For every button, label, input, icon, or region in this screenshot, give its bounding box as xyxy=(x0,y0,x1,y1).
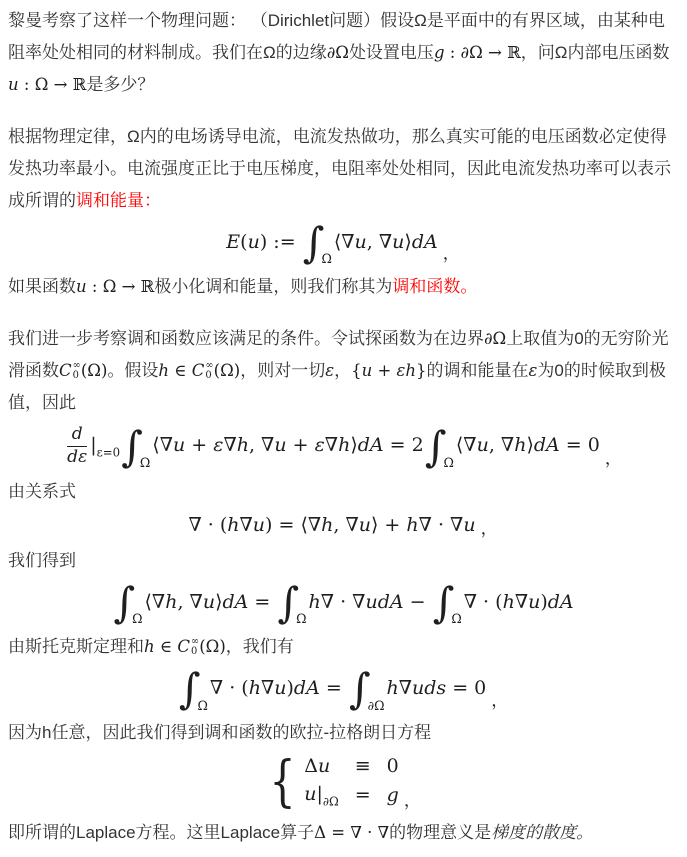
text-run: 由关系式 xyxy=(8,481,76,501)
formula-harmonic-energy: E(u) := ∫ Ω ⟨∇u, ∇u⟩dA xyxy=(226,218,438,267)
text-run: 如果函数 xyxy=(8,276,76,296)
text-run: 极小化调和能量，则我们称其为 xyxy=(154,276,393,296)
text-run: 的物理意义是 xyxy=(389,822,492,842)
inline-math-boundary-symbol: ∂Ω xyxy=(484,328,507,348)
left-brace: { xyxy=(269,749,296,814)
inline-math-h-in-space: h ∈ C ∞ 0 (Ω) xyxy=(158,359,241,382)
inline-math-smooth-function-space: C ∞ 0 (Ω) xyxy=(59,359,108,382)
text-run: 处设置电压 xyxy=(348,43,434,62)
formula-trailing-comma: ， xyxy=(403,790,421,811)
inline-math-epsilon: ε xyxy=(325,360,335,380)
inline-math-interior-voltage-map: u : Ω → ℝ xyxy=(76,276,155,296)
text-run: 我们得到 xyxy=(8,551,76,571)
formula-integration-by-parts: ∫ Ω ⟨∇h, ∇u⟩dA = ∫ Ω h∇ · ∇udA − ∫ Ω ∇ · (h∇u)dA xyxy=(113,578,574,628)
display-formula-integration-by-parts-row xyxy=(8,578,678,628)
inline-math-epsilon: ε xyxy=(528,360,538,380)
inline-math-laplace-operator: Δ = ∇ · ∇ xyxy=(314,822,390,842)
text-run: ，我们有 xyxy=(225,636,294,656)
cases-row1-relation: ≡ xyxy=(354,755,371,778)
text-run: ， xyxy=(334,360,352,380)
formula-stokes: ∫ Ω ∇ · (h∇u)dA = ∫ ∂Ω h∇uds = 0 xyxy=(178,664,487,714)
inline-math-h-in-space: h ∈ C ∞ 0 (Ω) xyxy=(144,636,226,658)
display-formula-stokes-row xyxy=(8,664,678,714)
text-run: ，问Ω内部电压函数 xyxy=(520,43,670,62)
formula-trailing-comma: ， xyxy=(442,244,460,265)
cases-row2-rhs: g xyxy=(386,784,399,807)
formula-trailing-comma: ， xyxy=(480,519,498,540)
text-run: 。假设 xyxy=(107,360,159,380)
text-run: 是多少？ xyxy=(86,75,155,94)
display-formula-euler-lagrange-row xyxy=(8,749,678,814)
display-formula-product-rule-row xyxy=(8,514,678,538)
text-run: 的调和能量在 xyxy=(426,360,529,380)
formula-product-rule: ∇ · (h∇u) = ⟨∇h, ∇u⟩ + h∇ · ∇u xyxy=(188,513,476,536)
highlight-harmonic-function: 调和函数。 xyxy=(392,276,478,296)
text-run: ，则对一切 xyxy=(240,360,326,380)
cases-row2-relation: = xyxy=(354,784,371,807)
paragraph-problem-statement xyxy=(8,5,678,101)
display-formula-harmonic-energy-row xyxy=(8,218,678,267)
inline-math-boundary-symbol: ∂Ω xyxy=(326,43,349,62)
display-formula-first-variation-row xyxy=(8,421,678,471)
text-run: 即所谓的Laplace方程。这里Laplace算子 xyxy=(8,822,315,842)
cases-grid xyxy=(304,755,399,809)
inline-math-boundary-voltage-map: g : ∂Ω → ℝ xyxy=(433,43,521,62)
text-run: 因为h任意，因此我们得到调和函数的欧拉-拉格朗日方程 xyxy=(8,723,432,743)
inline-math-interior-voltage-map: u : Ω → ℝ xyxy=(8,75,87,94)
cases-row1-lhs: Δu xyxy=(304,755,331,778)
cases-row1-rhs: 0 xyxy=(386,755,399,778)
inline-math-perturbed-family: {u + εh} xyxy=(351,360,427,380)
paragraph-derivation xyxy=(8,323,678,849)
highlight-harmonic-energy: 调和能量： xyxy=(76,191,161,210)
emphasis-divergence-of-gradient: 梯度的散度。 xyxy=(491,822,594,842)
text-run: 我们进一步考察调和函数应该满足的条件。令试探函数为在边界 xyxy=(8,328,484,348)
text-run: 黎曼考察了这样一个物理问题： （Dirichlet问题）假设Ω是平面中的有界区域，由某种电阻率处处相同的材料制成。我们在Ω的边缘 xyxy=(8,11,665,62)
text-run: 根据物理定律，Ω内的电场诱导电流，电流发热做功，那么真实可能的电压函数必定使得发热功率最小。电流强度正比于电压梯度，电阻率处处相同，因此电流发热功率可以表示成所谓的 xyxy=(8,127,671,210)
text-run: 上取值为0的无穷阶光滑函数 xyxy=(8,328,669,380)
text-run: 为0的时候取到极值，因此 xyxy=(8,360,666,413)
formula-trailing-comma: ， xyxy=(604,449,622,470)
euler-lagrange-system xyxy=(265,749,399,814)
text-run: 由斯托克斯定理和 xyxy=(8,636,144,656)
paragraph-harmonic-energy xyxy=(8,121,678,303)
formula-first-variation: $\frac{d}{d\varepsilon}$ $|_{\varepsilon=0}$ ∫ Ω ⟨∇u + ε∇h, ∇u + ε∇h⟩dA = 2 ∫ Ω ⟨∇u, ∇h⟩dA = 0 xyxy=(67,421,600,471)
cases-row2-lhs: $u|_{\partial\Omega}$ xyxy=(304,782,339,809)
formula-trailing-comma: ， xyxy=(491,690,509,711)
